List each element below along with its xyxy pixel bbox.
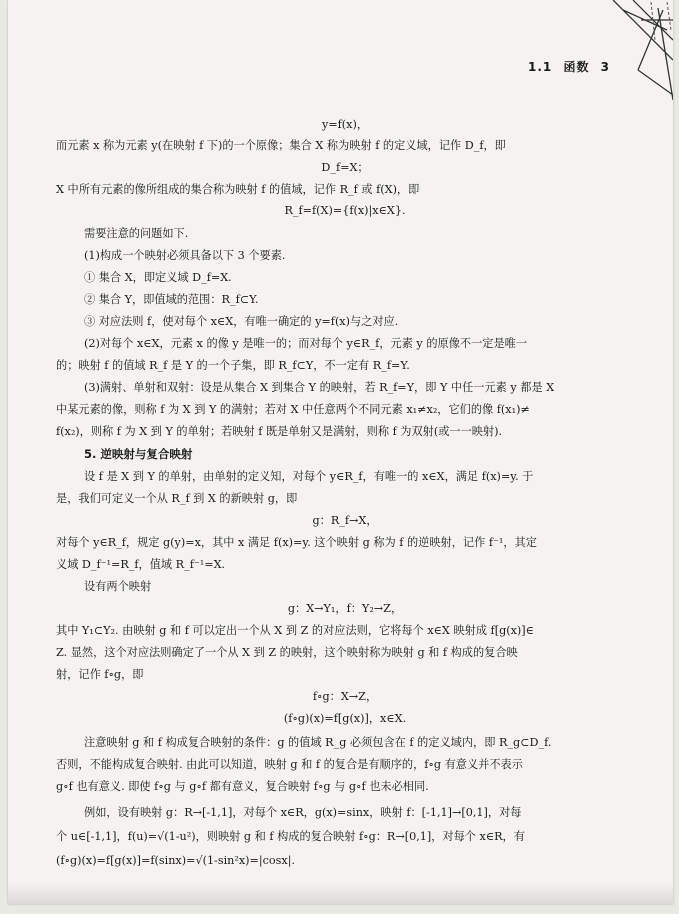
corner-figure-graphic xyxy=(563,0,673,110)
paragraph-line: 中某元素的像，则称 f 为 X 到 Y 的满射；若对 X 中任意两个不同元素 x₁≠x₂，它们的像 f(x₁)≠ xyxy=(56,403,530,416)
paragraph-line: f(x₂)，则称 f 为 X 到 Y 的单射；若映射 f 既是单射又是满射，则称 f 为双射(或一一映射). xyxy=(56,425,503,438)
paragraph-line: ① 集合 X，即定义域 D_f=X. xyxy=(84,271,232,284)
paragraph-line: 而元素 x 称为元素 y(在映射 f 下)的一个原像；集合 X 称为映射 f 的定义域，记作 D_f，即 xyxy=(56,139,506,152)
paragraph-line: 设有两个映射 xyxy=(84,580,152,593)
paragraph-line: 否则，不能构成复合映射. 由此可以知道，映射 g 和 f 的复合是有顺序的，f∘g 有意义并不表示 xyxy=(56,758,523,771)
paragraph-line: X 中所有元素的像所组成的集合称为映射 f 的值域，记作 R_f 或 f(X)，即 xyxy=(56,183,420,196)
paragraph-line: (2)对每个 x∈X，元素 x 的像 y 是唯一的；而对每个 y∈R_f，元素 y 的原像不一定是唯一 xyxy=(84,337,528,350)
chapter-title: 函数 xyxy=(563,60,590,74)
paragraph-line: 注意映射 g 和 f 构成复合映射的条件：g 的值域 R_g 必须包含在 f 的定义域内，即 R_g⊂D_f. xyxy=(84,736,552,749)
equation-line: (f∘g)(x)=f[g(x)]，x∈X. xyxy=(283,712,407,725)
paragraph-line: (3)满射、单射和双射：设是从集合 X 到集合 Y 的映射，若 R_f=Y，即 Y 中任一元素 y 都是 X xyxy=(84,381,555,394)
paragraph-line: 需要注意的问题如下. xyxy=(84,227,189,240)
paragraph-line: (1)构成一个映射必须具备以下 3 个要素. xyxy=(84,249,286,262)
paragraph-line: Z. 显然，这个对应法则确定了一个从 X 到 Z 的映射，这个映射称为映射 g 和 f 构成的复合映 xyxy=(56,646,518,659)
equation-line: g：X→Y₁，f：Y₂→Z， xyxy=(287,602,403,615)
paragraph-line: 义域 D_f⁻¹=R_f，值域 R_f⁻¹=X. xyxy=(56,558,226,571)
paragraph-line: 射，记作 f∘g，即 xyxy=(56,668,144,681)
paragraph-line: 对每个 y∈R_f，规定 g(y)=x，其中 x 满足 f(x)=y. 这个映射 g 称为 f 的逆映射，记作 f⁻¹，其定 xyxy=(56,536,537,549)
paragraph-line: 的；映射 f 的值域 R_f 是 Y 的一个子集，即 R_f⊂Y，不一定有 R_f=Y. xyxy=(56,359,410,372)
page-number: 3 xyxy=(600,60,611,74)
paragraph-line: ② 集合 Y，即值域的范围：R_f⊂Y. xyxy=(84,293,259,306)
equation-line: D_f=X； xyxy=(321,161,369,174)
page-edge-shadow xyxy=(8,882,673,904)
paragraph-line: 个 u∈[-1,1]，f(u)=√(1-u²)，则映射 g 和 f 构成的复合映射 f∘g：R→[0,1]，对每个 x∈R，有 xyxy=(56,830,525,843)
paragraph-line: ③ 对应法则 f，使对每个 x∈X，有唯一确定的 y=f(x)与之对应. xyxy=(84,315,399,328)
running-header xyxy=(528,58,616,75)
paragraph-line: 设 f 是 X 到 Y 的单射，由单射的定义知，对每个 y∈R_f，有唯一的 x∈X，满足 f(x)=y. 于 xyxy=(84,470,534,483)
section-number: 1.1 xyxy=(528,60,553,74)
paragraph-line: 是，我们可定义一个从 R_f 到 X 的新映射 g，即 xyxy=(56,492,298,505)
equation-line: g：R_f→X， xyxy=(312,514,378,527)
paragraph-line: 例如，设有映射 g：R→[-1,1]，对每个 x∈R，g(x)=sinx，映射 f：[-1,1]→[0,1]，对每 xyxy=(84,806,522,819)
paragraph-line: (f∘g)(x)=f[g(x)]=f(sinx)=√(1-sin²x)=|cosx|. xyxy=(56,854,296,867)
equation-line: f∘g：X→Z， xyxy=(312,690,378,703)
equation-line: R_f=f(X)={f(x)|x∈X}. xyxy=(284,204,406,217)
paragraph-line: 其中 Y₁⊂Y₂. 由映射 g 和 f 可以定出一个从 X 到 Z 的对应法则，它将每个 x∈X 映射成 f[g(x)]∈ xyxy=(56,624,534,637)
section-heading: 5. 逆映射与复合映射 xyxy=(84,447,193,461)
document-page xyxy=(8,0,673,904)
equation-line: y=f(x)， xyxy=(321,118,369,131)
paragraph-line: g∘f 也有意义. 即使 f∘g 与 g∘f 都有意义，复合映射 f∘g 与 g∘f 也未必相同. xyxy=(56,780,429,793)
